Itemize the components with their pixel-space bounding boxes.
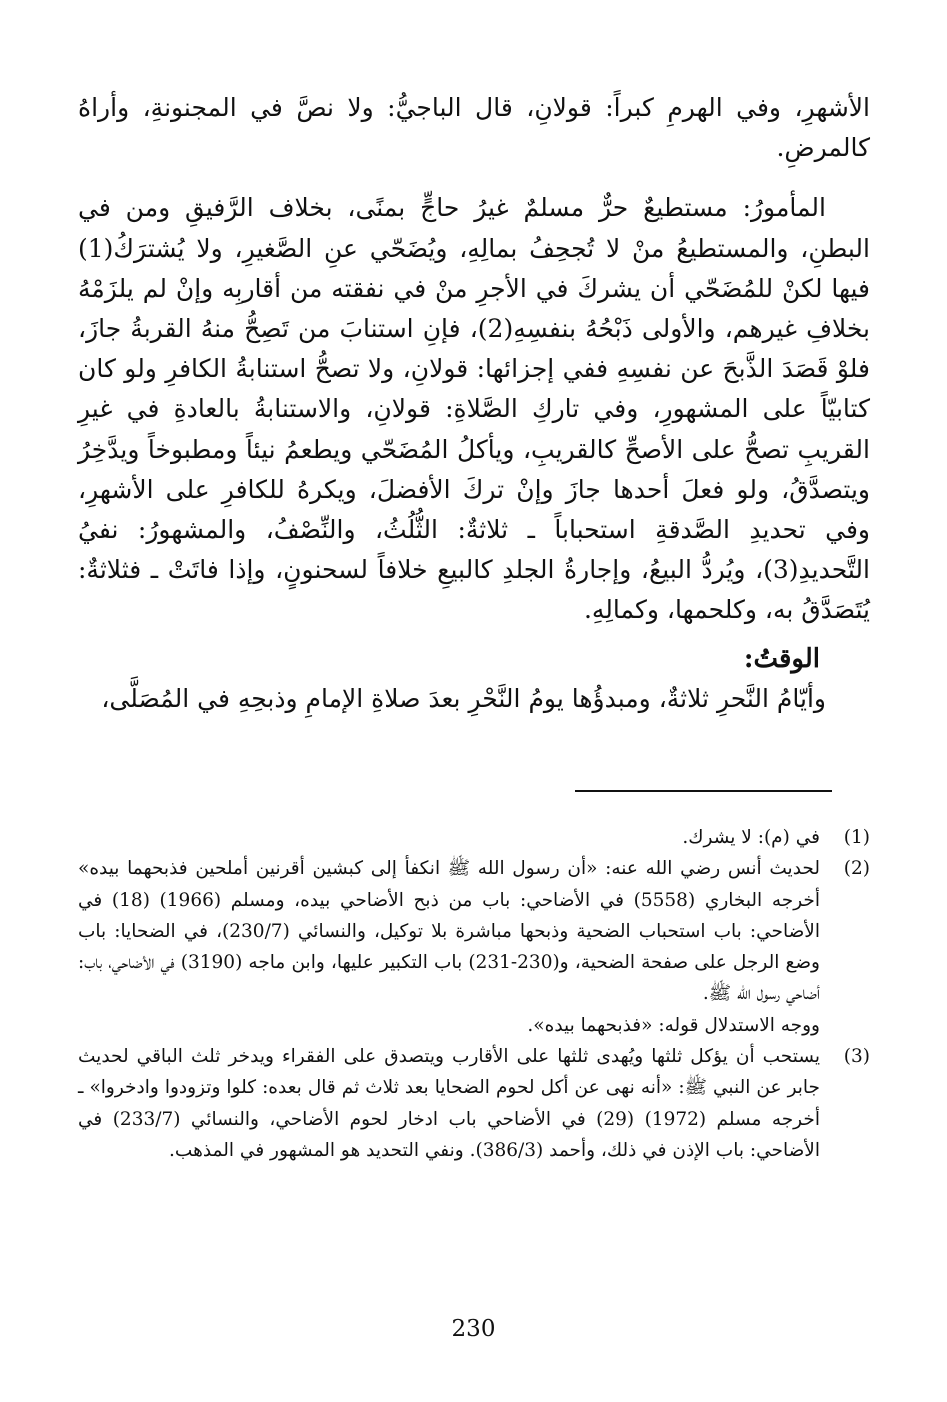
footnote-separator bbox=[575, 790, 832, 792]
paragraph: وأيّامُ النَّحرِ ثلاثةٌ، ومبدؤُها يومُ النَّحْرِ بعدَ صلاةِ الإمامِ وذبحِهِ في المُصَلَّى، bbox=[101, 683, 826, 713]
footnote-number: (1) bbox=[843, 827, 870, 848]
footnote-number: (3) bbox=[843, 1046, 870, 1068]
footnote-text: يستحب أن يؤكل ثلثها ويُهدى ثلثها على الأقارب ويتصدق على الفقراء ويدخر ثلث الباقي لحديث جابر عن النبي ﷺ: «أنه نهى عن أكل لحوم الضحايا بعد ثلاث ثم قال بعده: كلوا وتزودوا وادخروا» ـ أخرجه مسلم (1972) (29) في الأضاحي باب ادخار لحوم الأضاحي، والنسائي (233/7) في الأضاحي: باب الإذن في ذلك، وأحمد (386/3). ونفي التحديد هو المشهور في المذهب. bbox=[78, 1046, 820, 1161]
footnotes bbox=[78, 822, 870, 1166]
section-heading: الوقتُ: bbox=[743, 643, 820, 674]
main-text bbox=[78, 88, 870, 719]
footnote bbox=[78, 1041, 870, 1166]
footnote-text: في (م): لا يشرك. bbox=[682, 827, 820, 848]
paragraph: المأمورُ: مستطيعٌ حرٌّ مسلمٌ غيرُ حاجٍّ بمنًى، بخلاف الرَّفيقِ ومن في البطنِ، والمستطيعُ منْ لا تُجحِفُ بمالِهِ، ويُضَحّي عنِ الصَّغيرِ، ولا يُشترَكُ(1) فيها لكنْ للمُضَحّي أن يشركَ في الأجرِ منْ في نفقته من أقاربِه وإنْ لم يلزَمْهُ بخلافِ غيرهم، والأولى ذَبْحُهُ بنفسِهِ(2)، فإنِ استنابَ من تَصِحُّ منهُ القربةُ جازَ، فلوْ قَصَدَ الذَّبحَ عن نفسِهِ ففي إجزائها: قولانِ، ولا تصحُّ استنابةُ الكافرِ ولو كان كتابيّاً على المشهورِ، وفي تاركِ الصَّلاةِ: قولانِ، والاستنابةُ بالعادةِ في غيرِ القريبِ تصحُّ على الأصحِّ كالقريبِ، ويأكلُ المُضَحّي ويطعمُ نيئاً ومطبوخاً ويدَّخِرُ ويتصدَّقُ، ولو فعلَ أحدها جازَ وإنْ تركَ الأفضلَ، ويكرهُ للكافرِ على الأشهرِ، وفي تحديدِ الصَّدقةِ استحباباً ـ ثلاثةٌ: الثُّلُثُ، والنِّصْفُ، والمشهورُ: نفيُ التَّحديدِ(3)، ويُردُّ البيعُ، وإجارةُ الجلدِ كالبيعِ خلافاً لسحنونٍ، وإذا فاتَتْ ـ فثلاثةٌ: يُتَصَدَّقُ به، وكلحمها، وكمالِهِ. bbox=[78, 193, 871, 625]
footnote-text: لحديث أنس رضي الله عنه: «أن رسول الله ﷺ انكفأ إلى كبشين أقرنين أملحين فذبحهما بيده» أخرجه البخاري (5558) في الأضاحي: باب من ذبح الأضاحي بيده، ومسلم (1966) (18) في الأضاحي: باب استحباب الضحية وذبحها مباشرة بلا توكيل، والنسائي (230/7)، في الضحايا: باب وضع الرجل على صفحة الضحية، و(230-231) باب التكبير عليها، وابن ماجه (3190) في الأضاحي، باب: أضاحي رسول الله ﷺ. bbox=[78, 858, 820, 1005]
footnote bbox=[78, 853, 870, 1009]
footnote-number: (2) bbox=[843, 858, 870, 880]
page-number: 230 bbox=[451, 1316, 496, 1342]
footnote bbox=[78, 822, 870, 853]
footnote-continuation: ووجه الاستدلال قوله: «فذبحهما بيده». bbox=[527, 1014, 820, 1036]
paragraph: الأشهرِ، وفي الهرمِ كبراً: قولانِ، قال الباجيُّ: ولا نصَّ في المجنونةِ، وأراهُ كالمرضِ. bbox=[78, 93, 870, 163]
